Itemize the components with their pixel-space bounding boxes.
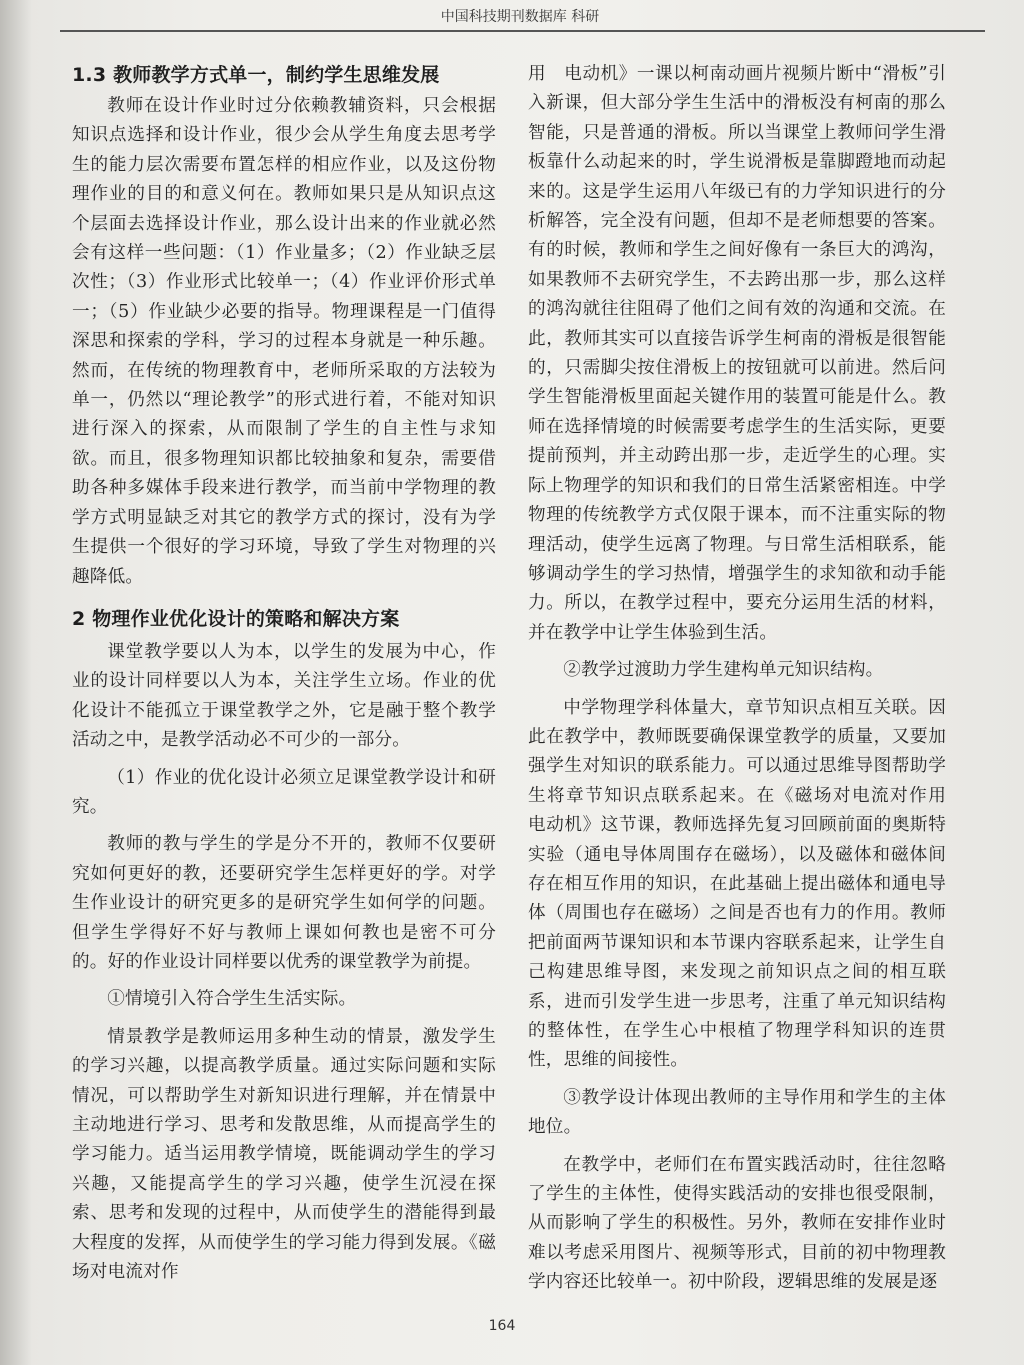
page-number: 164: [488, 1318, 516, 1334]
list-heading: ②教学过渡助力学生建构单元知识结构。: [563, 660, 884, 681]
list-heading: ①情境引入符合学生生活实际。: [107, 989, 357, 1010]
list-heading: ③教学设计体现出教师的主导作用和学生的主体地位。: [528, 1087, 946, 1138]
header-rule: [60, 30, 985, 32]
page-binding-shadow: [0, 0, 32, 1365]
right-column: [528, 60, 964, 1298]
left-column: [72, 60, 496, 1287]
paragraph: 课堂教学要以人为本，以学生的发展为中心，作业的设计同样要以人为本，关注学生立场。作业的优化设计不能孤立于课堂教学之外，它是融于整个教学活动之中，是教学活动必不可少的一部分。: [72, 641, 496, 751]
paragraph: 用 电动机》一课以柯南动画片视频片断中“滑板”引入新课，但大部分学生生活中的滑板没有柯南的那么智能，只是普通的滑板。所以当课堂上教师问学生滑板靠什么动起来的时，学生说滑板是靠脚蹬地而动起来的。这是学生运用八年级已有的力学知识进行的分析解答，完全没有问题，但却不是老师想要的答案。有的时候，教师和学生之间好像有一条巨大的鸿沟，如果教师不去研究学生，不去跨出那一步，那么这样的鸿沟就往往阻碍了他们之间有效的沟通和交流。在此，教师其实可以直接告诉学生柯南的滑板是很智能的，只需脚尖按住滑板上的按钮就可以前进。然后问学生智能滑板里面起关键作用的装置可能是什么。教师在选择情境的时候需要考虑学生的生活实际，更要提前预判，并主动跨出那一步，走近学生的心理。实际上物理学的知识和我们的日常生活紧密相连。中学物理的传统教学方式仅限于课本，而不注重实际的物理活动，使学生远离了物理。与日常生活相联系，能够调动学生的学习热情，增强学生的求知欲和动手能力。所以，在教学过程中，要充分运用生活的材料，并在教学中让学生体验到生活。: [528, 64, 946, 643]
section-2-heading: 2 物理作业优化设计的策略和解决方案: [72, 607, 400, 630]
section-1-3-heading: 1.3 教师教学方式单一，制约学生思维发展: [72, 64, 440, 86]
running-header: 中国科技期刊数据库 科研: [440, 9, 600, 25]
paragraph: 教师的教与学生的学是分不开的，教师不仅要研究如何更好的教，还要研究学生怎样更好的学。对学生作业设计的研究更多的是研究学生如何学的问题。但学生学得好不好与教师上课如何教也是密不可分的。好的作业设计同样要以优秀的课堂教学为前提。: [72, 834, 496, 972]
paragraph: 教师在设计作业时过分依赖教辅资料，只会根据知识点选择和设计作业，很少会从学生角度去思考学生的能力层次需要布置怎样的相应作业，以及这份物理作业的目的和意义何在。教师如果只是从知识点这个层面去选择设计作业，那么设计出来的作业就必然会有这样一些问题：（1）作业量多；（2）作业缺乏层次性；（3）作业形式比较单一；（4）作业评价形式单一；（5）作业缺少必要的指导。物理课程是一门值得深思和探索的学科，学习的过程本身就是一种乐趣。然而，在传统的物理教育中，老师所采取的方法较为单一，仍然以“理论教学”的形式进行着，不能对知识进行深入的探索，从而限制了学生的自主性与求知欲。而且，很多物理知识都比较抽象和复杂，需要借助各种多媒体手段来进行教学，而当前中学物理的教学方式明显缺乏对其它的教学方式的探讨，没有为学生提供一个很好的学习环境，导致了学生对物理的兴趣降低。: [72, 96, 496, 587]
paragraph: 在教学中，老师们在布置实践活动时，往往忽略了学生的主体性，使得实践活动的安排也很受限制，从而影响了学生的积极性。另外，教师在安排作业时难以考虑采用图片、视频等形式，目前的初中物理教学内容还比较单一。初中阶段，逻辑思维的发展是逐: [528, 1154, 946, 1293]
paragraph: 中学物理学科体量大，章节知识点相互关联。因此在教学中，教师既要确保课堂教学的质量，又要加强学生对知识的联系能力。可以通过思维导图帮助学生将章节知识点联系起来。在《磁场对电流对作用 电动机》这节课，教师选择先复习回顾前面的奥斯特实验（通电导体周围存在磁场），以及磁体和磁体间存在相互作用的知识，在此基础上提出磁体和通电导体（周围也存在磁场）之间是否也有力的作用。教师把前面两节课知识和本节课内容联系起来，让学生自己构建思维导图，来发现之前知识点之间的相互联系，进而引发学生进一步思考，注重了单元知识结构的整体性，在学生心中根植了物理学科知识的连贯性，思维的间接性。: [528, 697, 964, 1071]
subsection-heading: （1）作业的优化设计必须立足课堂教学设计和研究。: [72, 767, 496, 817]
paragraph: 情景教学是教师运用多种生动的情景，激发学生的学习兴趣，以提高教学质量。通过实际问题和实际情况，可以帮助学生对新知识进行理解，并在情景中主动地进行学习、思考和发散思维，从而提高学生的学习能力。适当运用教学情境，既能调动学生的学习兴趣，又能提高学生的学习兴趣，使学生沉浸在探索、思考和发现的过程中，从而使学生的潜能得到最大程度的发挥，从而使学生的学习能力得到发展。《磁场对电流对作: [72, 1026, 496, 1283]
